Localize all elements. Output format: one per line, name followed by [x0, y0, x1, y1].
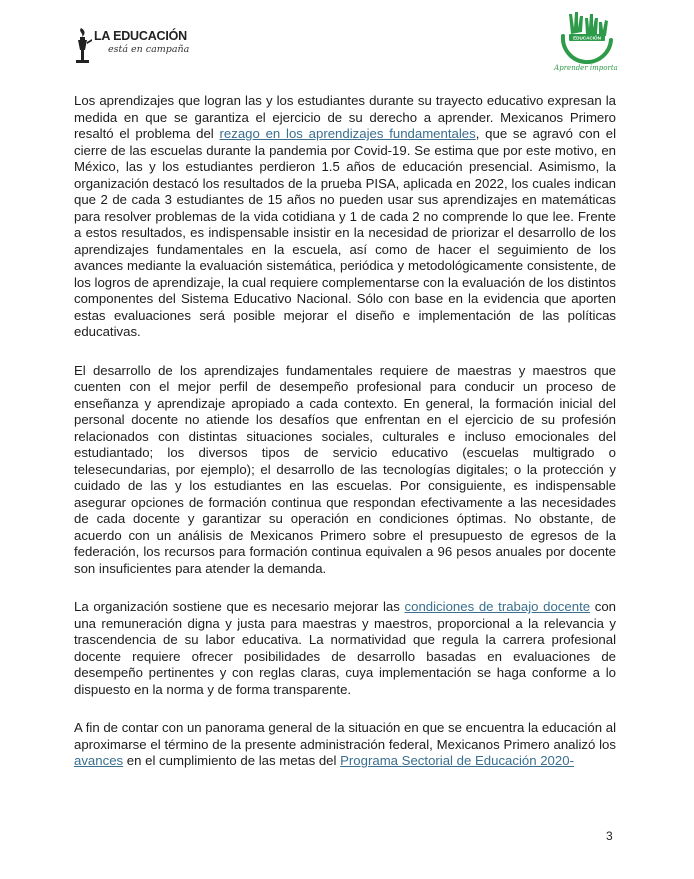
paragraph-text: A fin de contar con un panorama general de la situación en que se encuentra la educación al aproximarse el término de la presente administración federal, Mexicanos Primero analizó los — [74, 720, 616, 752]
logo-right-tagline: Aprender importa — [554, 64, 618, 72]
la-educacion-logo — [72, 26, 190, 66]
inline-link[interactable]: rezago en los aprendizajes fundamentales — [219, 126, 476, 141]
inline-link[interactable]: avances — [74, 753, 124, 768]
aprender-importa-logo — [548, 6, 628, 76]
paragraph-1 — [74, 93, 616, 341]
page-number: 3 — [606, 829, 613, 843]
paragraph-text: Los aprendizajes que logran las y los estudiantes durante su trayecto educativo expresan la medida en que se garantiza el ejercicio de su derecho a aprender. Mexicanos Primero resaltó el problema del — [74, 93, 616, 141]
hands-circle-icon — [553, 6, 621, 64]
paragraph-text: El desarrollo de los aprendizajes fundamentales requiere de maestras y maestros que cuenten con el mejor perfil de desempeño profesional para conducir un proceso de enseñanza y aprendizaje apropiado a cada contexto. En general, la formación inicial del personal docente no atiende los desafíos que enfrentan en el ejercicio de su profesión relacionados con distintas situaciones sociales, culturales e incluso emocionales del estudiantado; los diversos tipos de servicio educativo (escuelas multigrado o telesecundarias, por ejemplo); el desarrollo de las tecnologías digitales; o la protección y cuidado de las y los estudiantes en las escuelas. Por consiguiente, es indispensable asegurar opciones de formación continua que respondan efectivamente a las necesidades de cada docente y garantizar su operación en condiciones óptimas. No obstante, de acuerdo con un análisis de Mexicanos Primero sobre el presupuesto de egresos de la federación, los recursos para formación continua equivalen a 96 pesos anuales por docente son insuficientes para atender la demanda. — [74, 362, 616, 576]
paragraph-text: La organización sostiene que es necesario mejorar las — [74, 599, 405, 614]
torch-icon — [72, 26, 94, 66]
logo-left-subtitle: está en campaña — [108, 44, 190, 55]
inline-link[interactable]: Programa Sectorial de Educación 2020- — [340, 753, 574, 768]
paragraph-text: , que se agravó con el cierre de las escuelas durante la pandemia por Covid-19. Se estima que por este motivo, en México, las y los estudiantes perdieron 1.5 años de educación presencial. Asimismo, la organización destacó los resultados de la prueba PISA, aplicada en 2022, los cuales indican que 2 de cada 3 estudiantes de 15 años no pueden usar sus aprendizajes en matemáticas para resolver problemas de la vida cotidiana y 1 de cada 2 no comprende lo que lee. Frente a estos resultados, es indispensable insistir en la necesidad de priorizar el desarrollo de los aprendizajes fundamentales en la escuela, así como de hacer el seguimiento de los avances mediante la evaluación sistemática, periódica y metodológicamente consistente, de los logros de aprendizaje, la cual requiere complementarse con la evaluación de los distintos componentes del Sistema Educativo Nacional. Sólo con base en la evidencia que aporten estas evaluaciones será posible mejorar el diseño e implementación de las políticas educativas. — [74, 126, 617, 339]
paragraph-text: en el cumplimiento de las metas del — [123, 753, 341, 768]
document-body — [74, 93, 616, 792]
paragraph-4 — [74, 720, 616, 770]
inline-link[interactable]: condiciones de trabajo docente — [404, 599, 591, 614]
paragraph-text: con una remuneración digna y justa para maestras y maestros, proporcional a la relevancia y trascendencia de su labor educativa. La normatividad que regula la carrera profesional docente requiere ofrecer posibilidades de desarrollo basadas en evaluaciones de desempeño pertinentes y con reglas claras, cuya implementación se haga conforme a lo dispuesto en la norma y de forma transparente. — [74, 599, 616, 697]
logo-left-title: LA EDUCACIÓN — [94, 29, 187, 43]
logo-badge-text: EDUCACIÓN — [573, 35, 601, 41]
paragraph-2 — [74, 363, 616, 578]
paragraph-3 — [74, 599, 616, 698]
